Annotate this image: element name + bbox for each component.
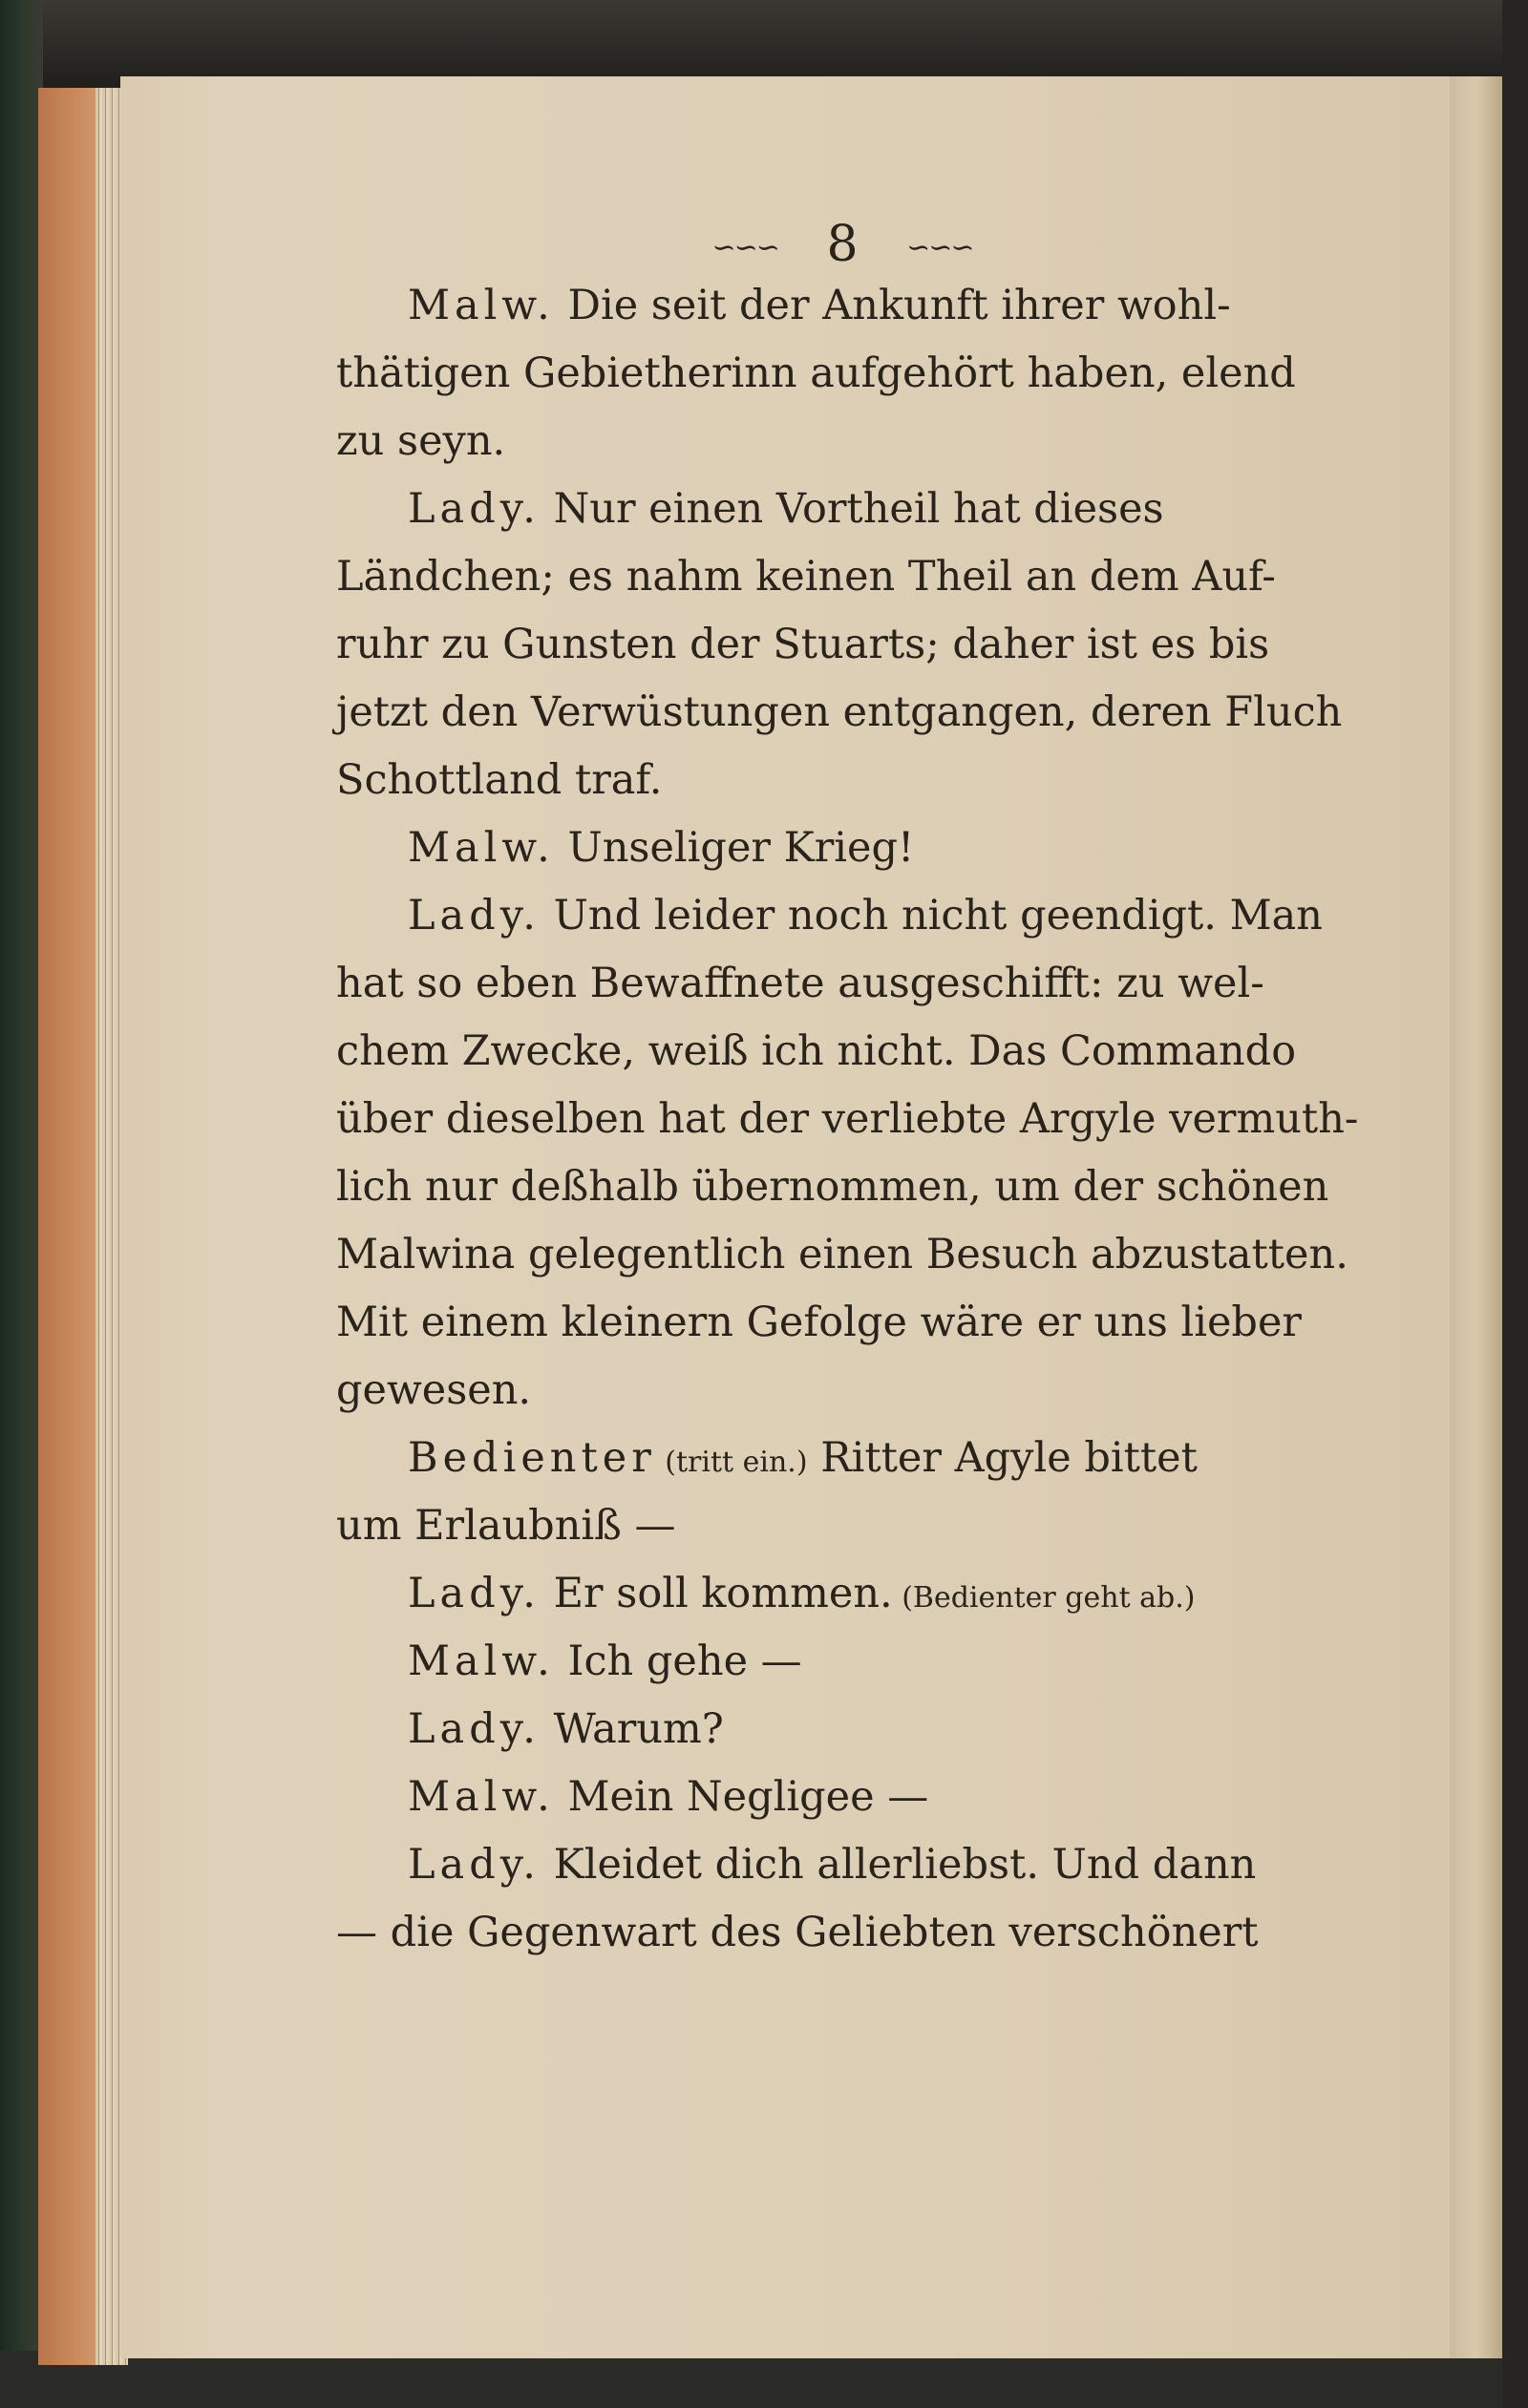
line-text: Kleidet dich allerliebst. Und dann	[540, 1841, 1257, 1889]
text-line	[336, 887, 1348, 944]
text-line	[336, 1429, 1348, 1487]
line-text: Ich gehe —	[554, 1637, 802, 1685]
text-line: gewesen.	[336, 1366, 532, 1414]
ornament-left: ∽∽∽	[711, 231, 778, 264]
speaker-name: Lady.	[408, 1705, 541, 1753]
text-line: ruhr zu Gunsten der Stuarts; daher ist es bis	[336, 621, 1270, 668]
speaker-name: Lady.	[408, 1841, 541, 1889]
stage-direction: (Bedienter geht ab.)	[892, 1581, 1196, 1615]
text-line: chem Zwecke, weiß ich nicht. Das Commando	[336, 1027, 1297, 1075]
speaker-name: Malw.	[408, 1637, 555, 1685]
text-line: Schottland traf.	[336, 756, 663, 804]
line-text: Warum?	[540, 1705, 724, 1753]
page-header	[336, 216, 1348, 273]
line-text: Nur einen Vortheil hat dieses	[540, 485, 1164, 533]
text-line	[336, 277, 1348, 334]
text-line: um Erlaubniß —	[336, 1502, 676, 1550]
text-line: thätigen Gebietherinn aufgehört haben, elend	[336, 349, 1296, 397]
book-cover-right	[1502, 0, 1528, 2408]
text-line	[336, 819, 1348, 877]
text-line: über dieselben hat der verliebte Argyle vermuth-	[336, 1095, 1359, 1143]
text-line	[336, 480, 1348, 538]
text-line: Malwina gelegentlich einen Besuch abzustatten.	[336, 1231, 1348, 1278]
book-cover-left	[0, 0, 43, 2408]
line-text: Ritter Agyle bittet	[807, 1434, 1198, 1482]
speaker-name: Bedienter	[408, 1434, 656, 1482]
line-text: Unseliger Krieg!	[554, 824, 915, 872]
line-text: Die seit der Ankunft ihrer wohl-	[554, 282, 1231, 329]
speaker-name: Malw.	[408, 824, 555, 872]
facing-page-edge	[1450, 76, 1502, 2358]
text-line	[336, 1836, 1348, 1893]
speaker-name: Lady.	[408, 1570, 541, 1617]
speaker-name: Malw.	[408, 282, 555, 329]
text-line: lich nur deßhalb übernommen, um der schönen	[336, 1163, 1329, 1211]
text-line: zu seyn.	[336, 417, 506, 465]
speaker-name: Malw.	[408, 1773, 555, 1821]
stage-direction: (tritt ein.)	[655, 1446, 808, 1479]
text-line: hat so eben Bewaffnete ausgeschifft: zu wel-	[336, 960, 1264, 1007]
book-cover-bottom	[0, 2351, 1528, 2408]
text-line	[336, 1565, 1348, 1622]
page-number: 8	[826, 216, 859, 273]
ornament-right: ∽∽∽	[906, 231, 973, 264]
text-line	[336, 1700, 1348, 1758]
line-text: Er soll kommen.	[540, 1570, 893, 1617]
line-text: Und leider noch nicht geendigt. Man	[540, 892, 1324, 940]
text-line: Mit einem kleinern Gefolge wäre er uns lieber	[336, 1299, 1302, 1346]
text-line: Ländchen; es nahm keinen Theil an dem Auf-	[336, 553, 1276, 601]
speaker-name: Lady.	[408, 485, 541, 533]
text-line: — die Gegenwart des Geliebten verschönert	[336, 1909, 1259, 1956]
speaker-name: Lady.	[408, 892, 541, 940]
text-line: jetzt den Verwüstungen entgangen, deren Fluch	[336, 688, 1343, 736]
text-line	[336, 1768, 1348, 1826]
line-text: Mein Negligee —	[554, 1773, 929, 1821]
text-line	[336, 1633, 1348, 1690]
